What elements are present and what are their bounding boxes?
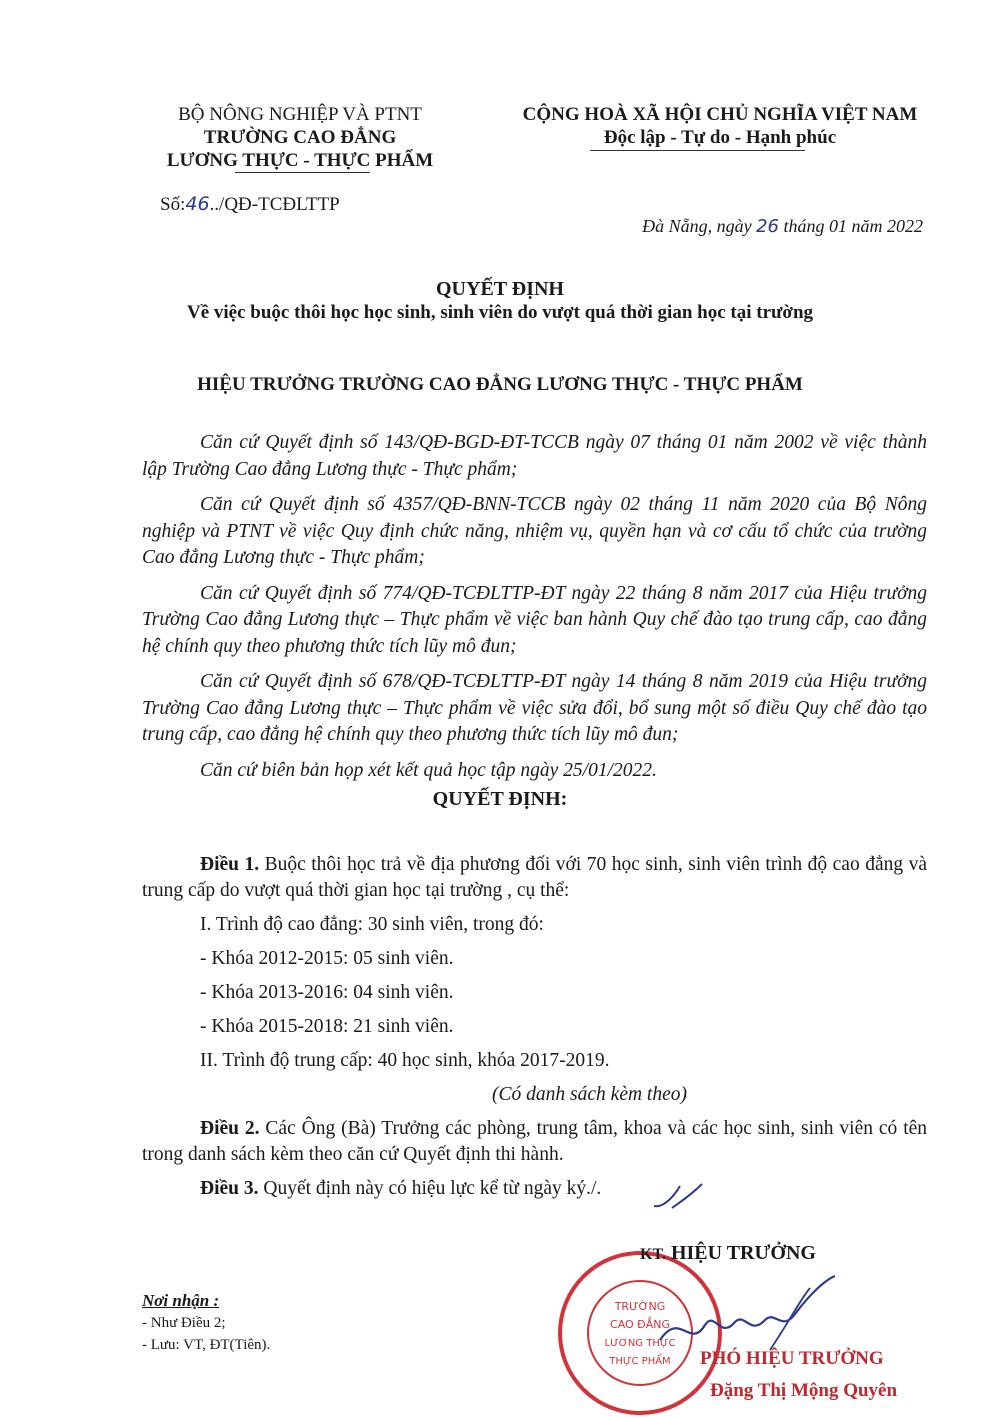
article-1-item: - Khóa 2013-2016: 04 sinh viên.	[200, 982, 454, 1003]
decision-title: QUYẾT ĐỊNH	[436, 278, 564, 300]
recipients-heading: Nơi nhận :	[142, 1291, 220, 1310]
left-header-divider	[235, 172, 370, 173]
handwritten-signature	[650, 1270, 840, 1360]
legal-basis-item: Căn cứ biên bản họp xét kết quả học tập ngày 25/01/2022.	[200, 759, 657, 781]
svg-text:LƯƠNG THỰC: LƯƠNG THỰC	[604, 1338, 676, 1349]
number-handwritten: 46	[185, 193, 210, 215]
school-name-line1: TRƯỜNG CAO ĐẲNG	[203, 127, 397, 148]
issuing-agency-block	[140, 103, 460, 172]
article-1-item: I. Trình độ cao đẳng: 30 sinh viên, trong đó:	[200, 914, 544, 935]
legal-basis-item: Căn cứ Quyết định số 4357/QĐ-BNN-TCCB ngày 02 tháng 11 năm 2020 của Bộ Nông nghiệp và PTNT về việc Quy định chức năng, nhiệm vụ, quyền hạn và cơ cấu tổ chức của trường Cao đẳng Lương thực - Thực phẩm;	[142, 494, 927, 568]
article-1-item: II. Trình độ trung cấp: 40 học sinh, khóa 2017-2019.	[200, 1050, 610, 1071]
article-3-label: Điều 3.	[200, 1178, 259, 1199]
ministry-name: BỘ NÔNG NGHIỆP VÀ PTNT	[178, 104, 422, 125]
article-3-text: Quyết định này có hiệu lực kể từ ngày ký./.	[258, 1178, 602, 1199]
article-2	[142, 1116, 927, 1168]
legal-bases	[142, 430, 927, 793]
article-3	[142, 1176, 927, 1202]
document-number	[160, 193, 340, 216]
article-1-item: - Khóa 2015-2018: 21 sinh viên.	[200, 1016, 454, 1037]
article-1-text: Buộc thôi học trả về địa phương đối với 70 học sinh, sinh viên trình độ cao đẳng và trung cấp do vượt quá thời gian học tại trường , cụ thể:	[142, 854, 928, 901]
legal-basis-item: Căn cứ Quyết định số 143/QĐ-BGD-ĐT-TCCB ngày 07 tháng 01 năm 2002 về việc thành lập Trường Cao đẳng Lương thực - Thực phẩm;	[142, 432, 927, 480]
national-header-block	[495, 103, 945, 149]
decision-subject: Về việc buộc thôi học học sinh, sinh viên do vượt quá thời gian học tại trường	[186, 302, 814, 323]
motto-underline	[590, 150, 805, 151]
svg-text:CAO ĐẲNG: CAO ĐẲNG	[610, 1318, 670, 1331]
decision-articles	[142, 852, 927, 1202]
signer-name: Đặng Thị Mộng Quyên	[710, 1380, 898, 1401]
article-2-text: Các Ông (Bà) Trưởng các phòng, trung tâm, khoa và các học sinh, sinh viên có tên trong danh sách kèm theo căn cứ Quyết định thi hành.	[142, 1118, 928, 1165]
number-suffix: ../QĐ-TCĐLTTP	[209, 194, 340, 215]
svg-text:TRƯỜNG: TRƯỜNG	[614, 1300, 666, 1313]
article-1-label: Điều 1.	[200, 854, 260, 875]
country-name: CỘNG HOÀ XÃ HỘI CHỦ NGHĨA VIỆT NAM	[522, 104, 918, 125]
svg-text:THỰC PHẨM: THỰC PHẨM	[609, 1356, 671, 1367]
signature-prefix: KT.	[640, 1246, 666, 1263]
recipients-block	[142, 1290, 270, 1356]
number-prefix: Số:	[160, 194, 186, 215]
school-name-line2: LƯƠNG THỰC - THỰC PHẨM	[166, 150, 434, 171]
legal-basis-item: Căn cứ Quyết định số 678/QĐ-TCĐLTTP-ĐT ngày 14 tháng 8 năm 2019 của Hiệu trưởng Trường Cao đẳng Lương thực – Thực phẩm về việc sửa đổi, bổ sung một số điều Quy chế đào tạo trung cấp, cao đẳng hệ chính quy theo phương thức tích lũy mô đun;	[142, 671, 927, 745]
article-1	[142, 852, 927, 904]
article-2-label: Điều 2.	[200, 1118, 260, 1139]
date-suffix: tháng 01 năm 2022	[783, 216, 923, 236]
date-prefix: Đà Nẵng, ngày	[642, 216, 752, 236]
handwritten-initial	[650, 1178, 710, 1218]
article-1-item: - Khóa 2012-2015: 05 sinh viên.	[200, 948, 454, 969]
recipient-item: - Như Điều 2;	[142, 1315, 226, 1331]
decide-heading: QUYẾT ĐỊNH:	[432, 788, 568, 810]
recipient-item: - Lưu: VT, ĐT(Tiên).	[142, 1337, 271, 1353]
signer-position: PHÓ HIỆU TRƯỞNG	[700, 1348, 884, 1369]
attachment-note: (Có danh sách kèm theo)	[492, 1084, 687, 1105]
signature-title	[640, 1242, 816, 1265]
legal-basis-item: Căn cứ Quyết định số 774/QĐ-TCĐLTTP-ĐT ngày 22 tháng 8 năm 2017 của Hiệu trưởng Trường Cao đẳng Lương thực – Thực phẩm về việc ban hành Quy chế đào tạo trung cấp, cao đẳng hệ chính quy theo phương thức tích lũy mô đun;	[142, 582, 927, 657]
national-motto: Độc lập - Tự do - Hạnh phúc	[603, 127, 837, 148]
place-and-date	[642, 216, 923, 237]
issuer-heading: HIỆU TRƯỞNG TRƯỜNG CAO ĐẲNG LƯƠNG THỰC - THỰC PHẨM	[197, 374, 803, 395]
date-day-handwritten: 26	[756, 216, 779, 237]
signature-title-text: HIỆU TRƯỞNG	[670, 1242, 816, 1264]
